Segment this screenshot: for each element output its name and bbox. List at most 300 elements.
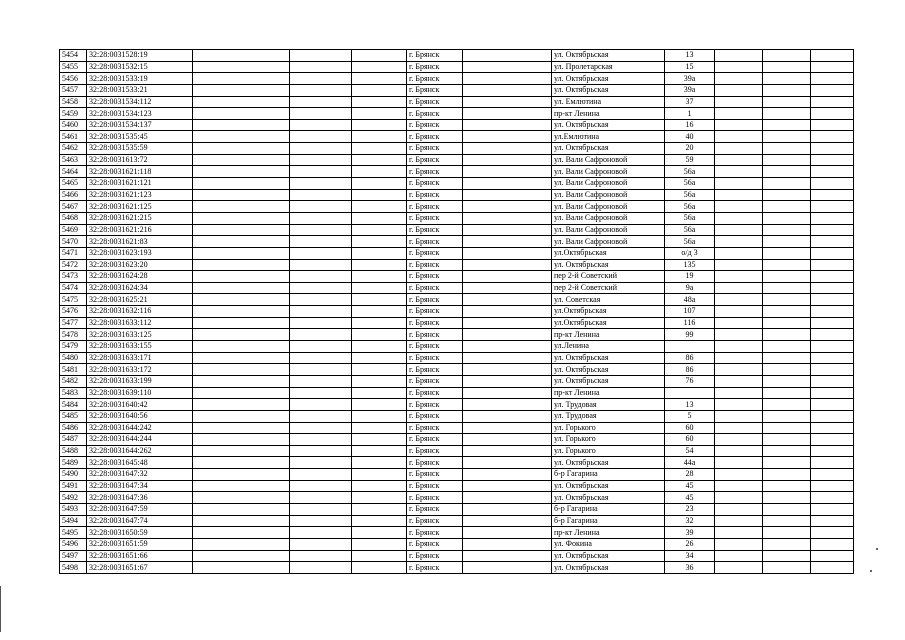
table-row <box>60 282 854 294</box>
empty-cell <box>715 61 763 73</box>
empty-cell <box>290 189 352 201</box>
street: ул. Октябрьская <box>552 352 665 364</box>
empty-cell <box>811 469 854 481</box>
table-row <box>60 387 854 399</box>
house-number: 60 <box>665 422 715 434</box>
empty-cell <box>352 445 407 457</box>
empty-cell <box>763 515 811 527</box>
empty-cell <box>290 61 352 73</box>
empty-cell <box>352 341 407 353</box>
city: г. Брянск <box>407 341 463 353</box>
row-number: 5497 <box>60 550 87 562</box>
empty-cell <box>715 515 763 527</box>
row-number: 5466 <box>60 189 87 201</box>
empty-cell <box>352 212 407 224</box>
empty-cell <box>763 422 811 434</box>
cadastral-number: 32:28:0031633:155 <box>87 341 193 353</box>
empty-cell <box>193 247 290 259</box>
house-number: 56а <box>665 212 715 224</box>
city: г. Брянск <box>407 550 463 562</box>
empty-cell <box>352 236 407 248</box>
table-row <box>60 515 854 527</box>
empty-cell <box>463 375 552 387</box>
empty-cell <box>463 189 552 201</box>
table-row <box>60 247 854 259</box>
empty-cell <box>715 73 763 85</box>
cadastral-number: 32:28:0031651:66 <box>87 550 193 562</box>
empty-cell <box>715 282 763 294</box>
cadastral-number: 32:28:0031621:216 <box>87 224 193 236</box>
empty-cell <box>463 236 552 248</box>
empty-cell <box>763 271 811 283</box>
empty-cell <box>193 341 290 353</box>
empty-cell <box>763 212 811 224</box>
empty-cell <box>193 201 290 213</box>
empty-cell <box>715 178 763 190</box>
empty-cell <box>811 50 854 62</box>
street: ул.Емлютина <box>552 131 665 143</box>
table-row <box>60 212 854 224</box>
empty-cell <box>193 271 290 283</box>
empty-cell <box>290 399 352 411</box>
house-number: 13 <box>665 399 715 411</box>
table-row <box>60 480 854 492</box>
empty-cell <box>715 445 763 457</box>
table-row <box>60 96 854 108</box>
empty-cell <box>463 143 552 155</box>
empty-cell <box>811 329 854 341</box>
empty-cell <box>811 201 854 213</box>
cadastral-number: 32:28:0031624:28 <box>87 271 193 283</box>
empty-cell <box>463 294 552 306</box>
row-number: 5468 <box>60 212 87 224</box>
street: ул. Октябрьская <box>552 550 665 562</box>
table-row <box>60 410 854 422</box>
cadastral-number: 32:28:0031647:59 <box>87 503 193 515</box>
street: ул. Октябрьская <box>552 84 665 96</box>
empty-cell <box>763 201 811 213</box>
empty-cell <box>193 364 290 376</box>
empty-cell <box>715 352 763 364</box>
empty-cell <box>811 375 854 387</box>
empty-cell <box>715 527 763 539</box>
empty-cell <box>715 503 763 515</box>
empty-cell <box>715 399 763 411</box>
house-number: 23 <box>665 503 715 515</box>
empty-cell <box>290 50 352 62</box>
table-row <box>60 259 854 271</box>
empty-cell <box>763 259 811 271</box>
empty-cell <box>463 119 552 131</box>
empty-cell <box>763 247 811 259</box>
empty-cell <box>811 445 854 457</box>
cadastral-number: 32:28:0031621:121 <box>87 178 193 190</box>
empty-cell <box>463 259 552 271</box>
empty-cell <box>352 166 407 178</box>
empty-cell <box>193 108 290 120</box>
empty-cell <box>290 119 352 131</box>
cadastral-number: 32:28:0031624:34 <box>87 282 193 294</box>
row-number: 5463 <box>60 154 87 166</box>
row-number: 5472 <box>60 259 87 271</box>
empty-cell <box>193 492 290 504</box>
empty-cell <box>763 96 811 108</box>
empty-cell <box>352 224 407 236</box>
row-number: 5470 <box>60 236 87 248</box>
street: ул.Октябрьская <box>552 247 665 259</box>
empty-cell <box>290 550 352 562</box>
table-row <box>60 294 854 306</box>
empty-cell <box>811 282 854 294</box>
house-number: 36 <box>665 562 715 574</box>
street: пр-кт Ленина <box>552 527 665 539</box>
row-number: 5481 <box>60 364 87 376</box>
city: г. Брянск <box>407 306 463 318</box>
empty-cell <box>290 527 352 539</box>
empty-cell <box>811 73 854 85</box>
empty-cell <box>715 131 763 143</box>
cadastral-number: 32:28:0031533:21 <box>87 84 193 96</box>
empty-cell <box>352 469 407 481</box>
empty-cell <box>290 317 352 329</box>
row-number: 5489 <box>60 457 87 469</box>
empty-cell <box>290 306 352 318</box>
empty-cell <box>352 422 407 434</box>
row-number: 5465 <box>60 178 87 190</box>
street: ул. Емлютина <box>552 96 665 108</box>
empty-cell <box>193 119 290 131</box>
table-row <box>60 550 854 562</box>
empty-cell <box>193 329 290 341</box>
cadastral-number: 32:28:0031640:56 <box>87 410 193 422</box>
street: ул. Фокина <box>552 538 665 550</box>
empty-cell <box>290 352 352 364</box>
city: г. Брянск <box>407 271 463 283</box>
empty-cell <box>290 154 352 166</box>
empty-cell <box>193 538 290 550</box>
empty-cell <box>463 282 552 294</box>
house-number: 45 <box>665 492 715 504</box>
empty-cell <box>763 317 811 329</box>
empty-cell <box>811 259 854 271</box>
row-number: 5469 <box>60 224 87 236</box>
empty-cell <box>763 61 811 73</box>
empty-cell <box>763 352 811 364</box>
street: ул. Октябрьская <box>552 73 665 85</box>
city: г. Брянск <box>407 434 463 446</box>
empty-cell <box>763 375 811 387</box>
empty-cell <box>352 259 407 271</box>
empty-cell <box>763 282 811 294</box>
city: г. Брянск <box>407 212 463 224</box>
cadastral-number: 32:28:0031644:262 <box>87 445 193 457</box>
empty-cell <box>811 317 854 329</box>
empty-cell <box>763 341 811 353</box>
city: г. Брянск <box>407 154 463 166</box>
empty-cell <box>193 457 290 469</box>
empty-cell <box>193 306 290 318</box>
empty-cell <box>763 178 811 190</box>
house-number: 86 <box>665 352 715 364</box>
empty-cell <box>811 527 854 539</box>
table-row <box>60 108 854 120</box>
empty-cell <box>463 422 552 434</box>
row-number: 5471 <box>60 247 87 259</box>
cadastral-number: 32:28:0031533:19 <box>87 73 193 85</box>
empty-cell <box>811 538 854 550</box>
city: г. Брянск <box>407 457 463 469</box>
empty-cell <box>715 154 763 166</box>
empty-cell <box>463 201 552 213</box>
empty-cell <box>193 515 290 527</box>
row-number: 5480 <box>60 352 87 364</box>
cadastral-number: 32:28:0031633:199 <box>87 375 193 387</box>
city: г. Брянск <box>407 189 463 201</box>
house-number: 56а <box>665 236 715 248</box>
empty-cell <box>715 562 763 574</box>
cadastral-number: 32:28:0031534:112 <box>87 96 193 108</box>
document-sheet <box>59 49 854 574</box>
empty-cell <box>811 492 854 504</box>
house-number: 39 <box>665 527 715 539</box>
street: б-р Гагарина <box>552 515 665 527</box>
empty-cell <box>715 480 763 492</box>
house-number: 56а <box>665 166 715 178</box>
empty-cell <box>352 550 407 562</box>
cadastral-number: 32:28:0031645:48 <box>87 457 193 469</box>
empty-cell <box>715 410 763 422</box>
house-number: 86 <box>665 364 715 376</box>
cadastral-number: 32:28:0031535:45 <box>87 131 193 143</box>
street: ул. Советская <box>552 294 665 306</box>
street: пер 2-й Советский <box>552 282 665 294</box>
cadastral-number: 32:28:0031651:67 <box>87 562 193 574</box>
row-number: 5454 <box>60 50 87 62</box>
empty-cell <box>763 492 811 504</box>
cadastral-number: 32:28:0031640:42 <box>87 399 193 411</box>
empty-cell <box>193 387 290 399</box>
empty-cell <box>811 434 854 446</box>
empty-cell <box>811 550 854 562</box>
cadastral-number: 32:28:0031621:118 <box>87 166 193 178</box>
empty-cell <box>715 271 763 283</box>
empty-cell <box>352 562 407 574</box>
empty-cell <box>811 154 854 166</box>
street: ул. Вали Сафроновой <box>552 189 665 201</box>
empty-cell <box>763 399 811 411</box>
empty-cell <box>290 538 352 550</box>
street: ул.Октябрьская <box>552 317 665 329</box>
empty-cell <box>715 317 763 329</box>
row-number: 5490 <box>60 469 87 481</box>
table-row <box>60 352 854 364</box>
house-number: 76 <box>665 375 715 387</box>
row-number: 5474 <box>60 282 87 294</box>
cadastral-number: 32:28:0031633:125 <box>87 329 193 341</box>
house-number: 34 <box>665 550 715 562</box>
empty-cell <box>811 178 854 190</box>
table-row <box>60 422 854 434</box>
table-row <box>60 131 854 143</box>
city: г. Брянск <box>407 422 463 434</box>
empty-cell <box>715 50 763 62</box>
row-number: 5477 <box>60 317 87 329</box>
table-row <box>60 445 854 457</box>
empty-cell <box>463 352 552 364</box>
empty-cell <box>463 61 552 73</box>
street: ул. Октябрьская <box>552 143 665 155</box>
house-number: 54 <box>665 445 715 457</box>
empty-cell <box>352 410 407 422</box>
empty-cell <box>193 445 290 457</box>
house-number: 107 <box>665 306 715 318</box>
empty-cell <box>763 166 811 178</box>
city: г. Брянск <box>407 50 463 62</box>
empty-cell <box>352 131 407 143</box>
row-number: 5464 <box>60 166 87 178</box>
empty-cell <box>352 294 407 306</box>
empty-cell <box>715 375 763 387</box>
empty-cell <box>352 306 407 318</box>
house-number: 39а <box>665 73 715 85</box>
empty-cell <box>715 492 763 504</box>
empty-cell <box>763 469 811 481</box>
empty-cell <box>811 143 854 155</box>
empty-cell <box>763 329 811 341</box>
empty-cell <box>463 224 552 236</box>
city: г. Брянск <box>407 96 463 108</box>
empty-cell <box>352 352 407 364</box>
empty-cell <box>463 562 552 574</box>
row-number: 5458 <box>60 96 87 108</box>
empty-cell <box>193 73 290 85</box>
cadastral-number: 32:28:0031639:110 <box>87 387 193 399</box>
city: г. Брянск <box>407 247 463 259</box>
street: ул. Октябрьская <box>552 364 665 376</box>
table-row <box>60 73 854 85</box>
city: г. Брянск <box>407 375 463 387</box>
empty-cell <box>193 480 290 492</box>
empty-cell <box>193 503 290 515</box>
cadastral-number: 32:28:0031621:123 <box>87 189 193 201</box>
empty-cell <box>463 410 552 422</box>
empty-cell <box>193 352 290 364</box>
cadastral-number: 32:28:0031633:171 <box>87 352 193 364</box>
empty-cell <box>763 538 811 550</box>
empty-cell <box>193 96 290 108</box>
empty-cell <box>290 84 352 96</box>
empty-cell <box>352 96 407 108</box>
empty-cell <box>715 119 763 131</box>
cadastral-number: 32:28:0031644:244 <box>87 434 193 446</box>
empty-cell <box>463 341 552 353</box>
city: г. Брянск <box>407 492 463 504</box>
cadastral-number: 32:28:0031534:137 <box>87 119 193 131</box>
empty-cell <box>352 492 407 504</box>
empty-cell <box>811 480 854 492</box>
table-row <box>60 154 854 166</box>
cadastral-number: 32:28:0031623:20 <box>87 259 193 271</box>
row-number: 5459 <box>60 108 87 120</box>
empty-cell <box>290 108 352 120</box>
empty-cell <box>352 201 407 213</box>
empty-cell <box>763 189 811 201</box>
row-number: 5485 <box>60 410 87 422</box>
empty-cell <box>811 119 854 131</box>
city: г. Брянск <box>407 410 463 422</box>
house-number: 9а <box>665 282 715 294</box>
city: г. Брянск <box>407 84 463 96</box>
empty-cell <box>290 271 352 283</box>
street: ул. Пролетарская <box>552 61 665 73</box>
scan-speck <box>876 548 878 550</box>
row-number: 5461 <box>60 131 87 143</box>
row-number: 5479 <box>60 341 87 353</box>
empty-cell <box>290 445 352 457</box>
house-number: 19 <box>665 271 715 283</box>
table-row <box>60 236 854 248</box>
empty-cell <box>715 166 763 178</box>
cadastral-number: 32:28:0031613:72 <box>87 154 193 166</box>
empty-cell <box>715 259 763 271</box>
table-row <box>60 178 854 190</box>
table-row <box>60 399 854 411</box>
row-number: 5487 <box>60 434 87 446</box>
table-row <box>60 84 854 96</box>
house-number: 1 <box>665 108 715 120</box>
empty-cell <box>811 224 854 236</box>
empty-cell <box>763 236 811 248</box>
empty-cell <box>352 178 407 190</box>
city: г. Брянск <box>407 259 463 271</box>
empty-cell <box>715 329 763 341</box>
empty-cell <box>715 143 763 155</box>
table-row <box>60 306 854 318</box>
empty-cell <box>352 50 407 62</box>
row-number: 5491 <box>60 480 87 492</box>
empty-cell <box>463 527 552 539</box>
empty-cell <box>352 364 407 376</box>
table-row <box>60 317 854 329</box>
empty-cell <box>290 224 352 236</box>
empty-cell <box>463 492 552 504</box>
cadastral-number: 32:28:0031650:59 <box>87 527 193 539</box>
empty-cell <box>763 445 811 457</box>
empty-cell <box>715 224 763 236</box>
table-row <box>60 189 854 201</box>
row-number: 5462 <box>60 143 87 155</box>
empty-cell <box>463 445 552 457</box>
table-row <box>60 224 854 236</box>
empty-cell <box>193 236 290 248</box>
empty-cell <box>463 550 552 562</box>
empty-cell <box>463 480 552 492</box>
empty-cell <box>715 236 763 248</box>
empty-cell <box>352 154 407 166</box>
empty-cell <box>352 434 407 446</box>
city: г. Брянск <box>407 538 463 550</box>
empty-cell <box>352 84 407 96</box>
empty-cell <box>715 469 763 481</box>
street: ул. Октябрьская <box>552 375 665 387</box>
city: г. Брянск <box>407 73 463 85</box>
cadastral-number: 32:28:0031644:242 <box>87 422 193 434</box>
empty-cell <box>352 515 407 527</box>
empty-cell <box>290 375 352 387</box>
empty-cell <box>193 84 290 96</box>
street: ул. Октябрьская <box>552 457 665 469</box>
table-row <box>60 341 854 353</box>
